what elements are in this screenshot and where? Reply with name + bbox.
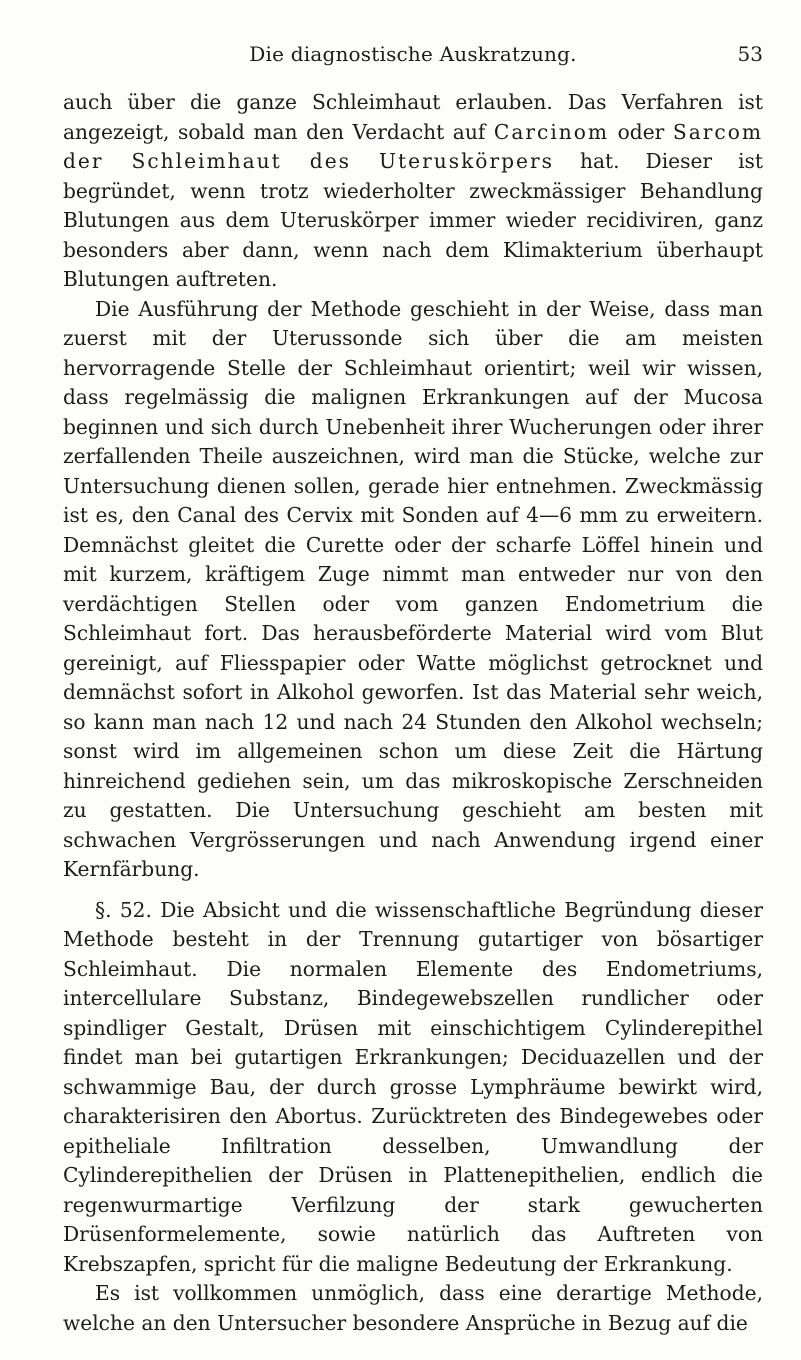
paragraph-2: Die Ausführung der Methode geschieht in der Weise, dass man zuerst mit der Uterussonde sich über die am meisten hervorragende Stelle der Schleimhaut orientirt; weil wir wissen, dass regelmässig die malignen Erkrankungen auf der Mucosa beginnen und sich durch Unebenheit ihrer Wucherungen oder ihrer zerfallenden Theile auszeichnen, wird man die Stücke, welche zur Untersuchung dienen sollen, gerade hier entnehmen. Zweckmässig ist es, den Canal des Cervix mit Sonden auf 4—6 mm zu erweitern. Demnächst gleitet die Curette oder der scharfe Löffel hinein und mit kurzem, kräftigem Zuge nimmt man entweder nur von den verdächtigen Stellen oder vom ganzen Endometrium die Schleimhaut fort. Das herausbeförderte Material wird vom Blut gereinigt, auf Fliesspapier oder Watte möglichst getrocknet und demnächst sofort in Alkohol geworfen. Ist das Material sehr weich, so kann man nach 12 und nach 24 Stunden den Alkohol wechseln; sonst wird im allgemeinen schon um diese Zeit die Härtung hinreichend gediehen sein, um das mikroskopische Zerschneiden zu gestatten. Die Untersuchung geschieht am besten mit schwachen Vergrösserungen und nach Anwendung irgend einer Kernfärbung. [63,296,763,881]
term-carcinom: Carcinom [493,119,610,144]
running-title: Die diagnostische Auskratzung. [249,42,577,66]
paragraph-1-text-c: oder [609,119,673,144]
running-header [63,42,763,72]
paragraph-1-text-e: hat. Dieser ist begründet, wenn trotz wiederholter zweckmässiger Behandlung Blutungen aus dem Uteruskörper immer wieder recidiviren, ganz besonders aber dann, wenn nach dem Klimakterium überhaupt Blutungen auftreten. [63,149,763,291]
page-number: 53 [737,42,763,66]
term-sarcom: Sarcom der Schleimhaut des Uteruskörpers [63,119,763,173]
paragraph-1-text-a: auch über die ganze Schleimhaut erlauben. Das Verfahren ist angezeigt, sobald man den Verdacht auf [63,90,763,144]
paragraph-4: Es ist vollkommen unmöglich, dass eine derartige Methode, welche an den Untersucher besondere Ansprüche in Bezug auf die [63,1281,763,1335]
paragraph-section-52: §. 52. Die Absicht und die wissenschaftliche Begründung dieser Methode besteht in der Trennung gutartiger von bösartiger Schleimhaut. Die normalen Elemente des Endometriums, intercellulare Substanz, Bindegewebszellen rundlicher oder spindliger Gestalt, Drüsen mit einschichtigem Cylinderepithel findet man bei gutartigen Erkrankungen; Deciduazellen und der schwammige Bau, der durch grosse Lymphräume bewirkt wird, charakterisiren den Abortus. Zurücktreten des Bindegewebes oder epitheliale Infiltration desselben, Umwandlung der Cylinderepithelien der Drüsen in Plattenepithelien, endlich die regenwurmartige Verfilzung der stark gewucherten Drüsenformelemente, sowie natürlich das Auftreten von Krebszapfen, spricht für die maligne Bedeutung der Erkrankung. [63,897,763,1276]
body-text [63,88,763,1338]
paragraph-1 [63,88,763,295]
